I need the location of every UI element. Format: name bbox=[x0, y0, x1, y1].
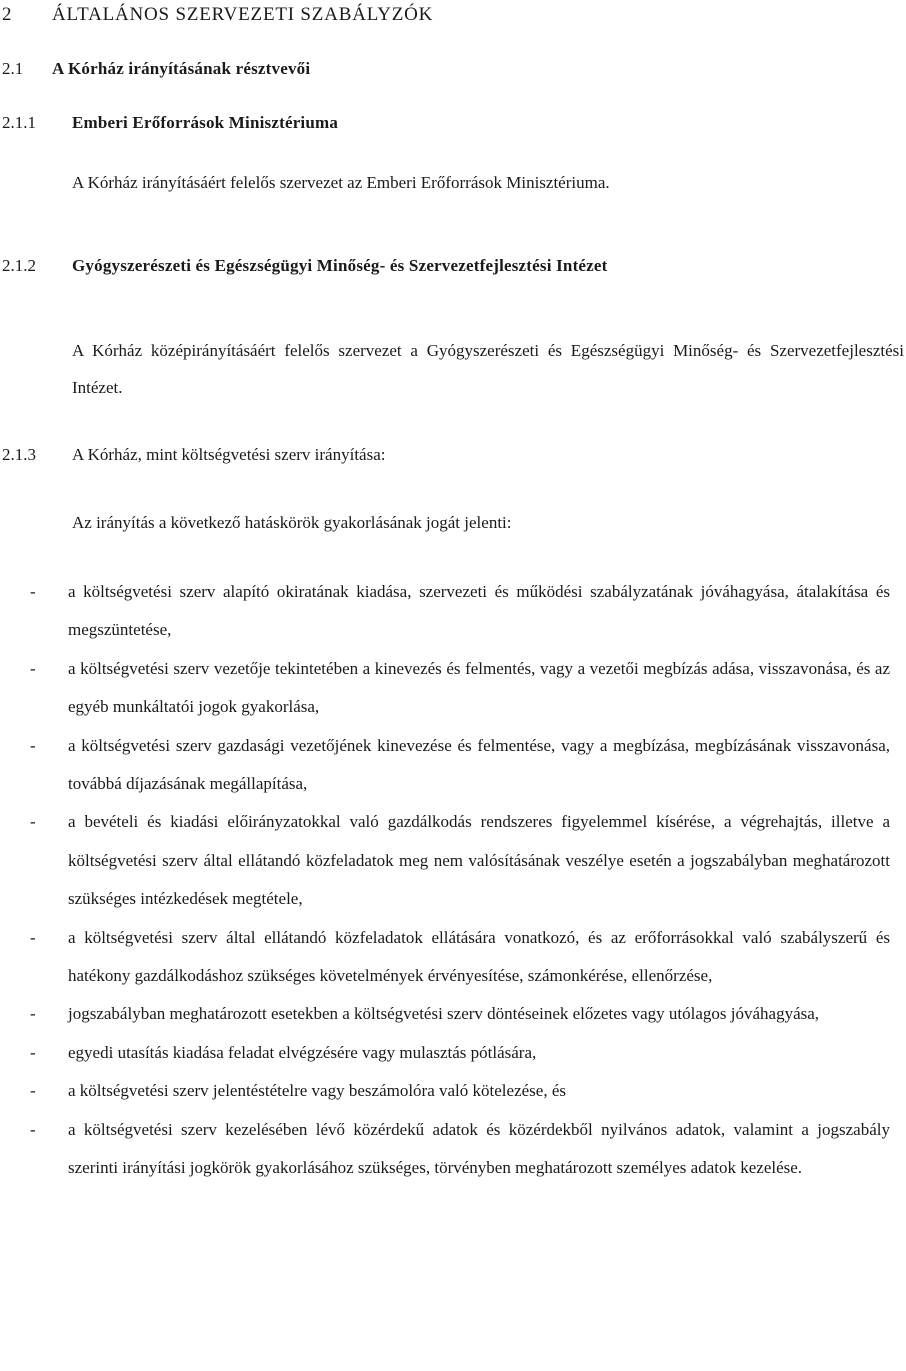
item-number: 2.1.3 bbox=[2, 445, 36, 464]
list-item-text: a bevételi és kiadási előirányzatokkal való gazdálkodás rendszeres figyelemmel kísérése, a végrehajtás, illetve a költségvetési szerv által ellátandó közfeladatok meg nem valósításának veszélye esetén a jogszabályban meghatározott szükséges intézkedések megtétele, bbox=[68, 812, 890, 909]
list-item-text: a költségvetési szerv alapító okiratának kiadása, szervezeti és működési szabályzatának jóváhagyása, átalakítása és megszüntetése, bbox=[68, 582, 890, 640]
subsection-title: A Kórház irányításának résztvevői bbox=[52, 59, 311, 78]
list-item-text: a költségvetési szerv jelentéstételre vagy beszámolóra való kötelezése, és bbox=[68, 1081, 566, 1101]
item-title: Emberi Erőforrások Minisztériuma bbox=[72, 113, 339, 132]
dash-marker: - bbox=[30, 812, 36, 832]
dash-marker: - bbox=[30, 735, 36, 755]
item-title: A Kórház, mint költségvetési szerv irányítása: bbox=[72, 445, 386, 464]
section-title: ÁLTALÁNOS SZERVEZETI SZABÁLYZÓK bbox=[52, 4, 434, 25]
item-text: A Kórház középirányításáért felelős szervezet a Gyógyszerészeti és Egészségügyi Minőség- és Szervezetfejlesztési Intézet. bbox=[72, 341, 904, 397]
list-item bbox=[0, 1072, 906, 1110]
list-item bbox=[0, 573, 906, 650]
dash-marker: - bbox=[30, 1081, 36, 1101]
list-item-text: a költségvetési szerv gazdasági vezetőjének kinevezése és felmentése, vagy a megbízása, megbízásának visszavonása, továbbá díjazásának megállapítása, bbox=[68, 735, 890, 794]
dash-marker: - bbox=[30, 1042, 36, 1062]
list-item bbox=[0, 1111, 906, 1188]
item-number: 2.1.2 bbox=[2, 256, 36, 275]
list-item bbox=[0, 727, 906, 804]
list-item-text: a költségvetési szerv vezetője tekintetében a kinevezés és felmentés, vagy a vezetői megbízás adása, visszavonása, és az egyéb munkáltatói jogok gyakorlása, bbox=[68, 658, 890, 717]
bullet-list bbox=[0, 573, 906, 1188]
dash-marker: - bbox=[30, 927, 36, 947]
list-item bbox=[0, 919, 906, 996]
list-item bbox=[0, 650, 906, 727]
dash-marker: - bbox=[30, 582, 36, 601]
list-item-text: jogszabályban meghatározott esetekben a költségvetési szerv döntéseinek előzetes vagy utólagos jóváhagyása, bbox=[68, 1004, 820, 1024]
list-item bbox=[0, 1034, 906, 1072]
list-item bbox=[0, 995, 906, 1033]
list-item-text: egyedi utasítás kiadása feladat elvégzésére vagy mulasztás pótlására, bbox=[68, 1042, 537, 1062]
subsection-number: 2.1 bbox=[2, 59, 24, 78]
list-item-text: a költségvetési szerv által ellátandó közfeladatok ellátására vonatkozó, és az erőforrásokkal való szabályszerű és hatékony gazdálkodáshoz szükséges követelmények érvényesítése, számonkérése, ellenőrzése, bbox=[68, 927, 890, 986]
dash-marker: - bbox=[30, 1004, 36, 1024]
item-text: A Kórház irányításáért felelős szervezet az Emberi Erőforrások Minisztériuma. bbox=[72, 173, 610, 192]
list-item-text: a költségvetési szerv kezelésében lévő közérdekű adatok és közérdekből nyilvános adatok, valamint a jogszabály szerinti irányítási jogkörök gyakorlásához szükséges, törvényben meghatározott személyes adatok kezelése. bbox=[68, 1119, 890, 1178]
item-text: Az irányítás a következő hatáskörök gyakorlásának jogát jelenti: bbox=[72, 513, 512, 532]
dash-marker: - bbox=[30, 658, 36, 678]
item-title: Gyógyszerészeti és Egészségügyi Minőség- és Szervezetfejlesztési Intézet bbox=[72, 256, 608, 275]
list-item bbox=[0, 803, 906, 918]
section-number: 2 bbox=[2, 4, 13, 25]
dash-marker: - bbox=[30, 1119, 36, 1139]
item-number: 2.1.1 bbox=[2, 113, 36, 132]
